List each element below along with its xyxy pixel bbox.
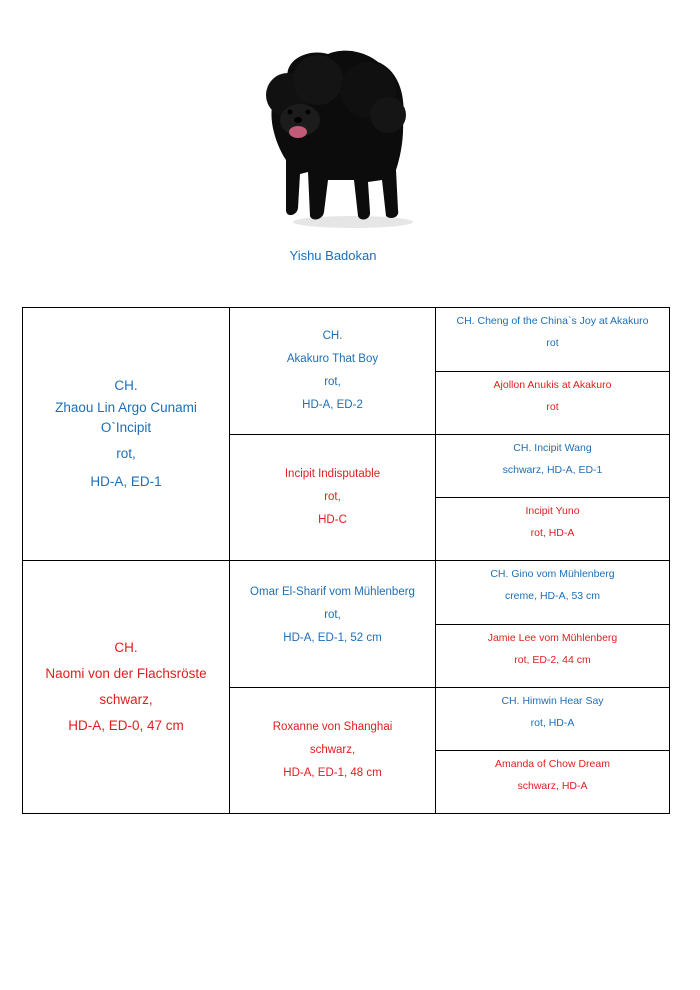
sire-dam-color: rot, [324, 491, 341, 503]
sire-dam-dam [435, 497, 670, 561]
sire-dam-health: HD-C [318, 514, 347, 526]
dam-title: CH. [114, 640, 138, 655]
dam-dam-sire-color: rot, HD-A [530, 717, 575, 729]
dam-sire-dam [435, 624, 670, 688]
dam-sire-sire-color: creme, HD-A, 53 cm [504, 590, 601, 602]
dam-dam-health: HD-A, ED-1, 48 cm [283, 767, 382, 779]
dam-dam-sire-name: CH. Himwin Hear Say [501, 695, 604, 707]
sire-sire-name: Akakuro That Boy [286, 353, 379, 365]
sire-sire-health: HD-A, ED-2 [302, 399, 363, 411]
sire-dam-sire [435, 434, 670, 498]
dam-sire-name: Omar El-Sharif vom Mühlenberg [250, 586, 415, 598]
sire-name: Zhaou Lin Argo Cunami O`Incipit [55, 400, 197, 435]
dam-dam-dam-color: schwarz, HD-A [517, 780, 588, 792]
sire-color: rot, [116, 446, 136, 461]
dam-dam-sire [435, 687, 670, 751]
sire-dam-sire-name: CH. Incipit Wang [513, 442, 592, 454]
dam-dam [229, 687, 436, 814]
dam-dam-dam-name: Amanda of Chow Dream [495, 758, 610, 770]
dam-sire-dam-color: rot, ED-2, 44 cm [514, 654, 591, 666]
dam-sire [229, 560, 436, 688]
sire-sire-dam [435, 371, 670, 435]
dam-sire-color: rot, [324, 609, 341, 621]
dog-photo [228, 40, 438, 235]
sire-sire-title: CH. [322, 330, 343, 342]
dam-sire-sire-name: CH. Gino vom Mühlenberg [490, 568, 615, 580]
dam-dam-color: schwarz, [309, 744, 356, 756]
dam-color: schwarz, [99, 692, 153, 707]
sire-dam-dam-color: rot, HD-A [530, 527, 575, 539]
dam-sire-health: HD-A, ED-1, 52 cm [283, 632, 382, 644]
sire [22, 307, 230, 561]
sire-sire-sire-name: CH. Cheng of the China`s Joy at Akakuro [456, 315, 649, 327]
sire-dam-name: Incipit Indisputable [284, 468, 381, 480]
dog-name: Yishu Badokan [289, 248, 377, 263]
dam-sire-sire [435, 560, 670, 625]
sire-sire-sire [435, 307, 670, 372]
sire-title: CH. [114, 378, 138, 393]
dam-dam-dam [435, 750, 670, 814]
sire-dam-dam-name: Incipit Yuno [525, 505, 580, 517]
sire-sire-dam-name: Ajollon Anukis at Akakuro [493, 379, 612, 391]
sire-sire [229, 307, 436, 435]
sire-health: HD-A, ED-1 [90, 474, 162, 489]
sire-sire-sire-color: rot [546, 337, 559, 349]
sire-sire-color: rot, [324, 376, 341, 388]
sire-dam [229, 434, 436, 561]
dam [22, 560, 230, 814]
sire-sire-dam-color: rot [546, 401, 559, 413]
dam-dam-name: Roxanne von Shanghai [272, 721, 393, 733]
dam-sire-dam-name: Jamie Lee vom Mühlenberg [487, 632, 618, 644]
dam-health: HD-A, ED-0, 47 cm [68, 718, 184, 733]
dam-name: Naomi von der Flachsröste [45, 666, 207, 681]
sire-dam-sire-color: schwarz, HD-A, ED-1 [502, 464, 603, 476]
